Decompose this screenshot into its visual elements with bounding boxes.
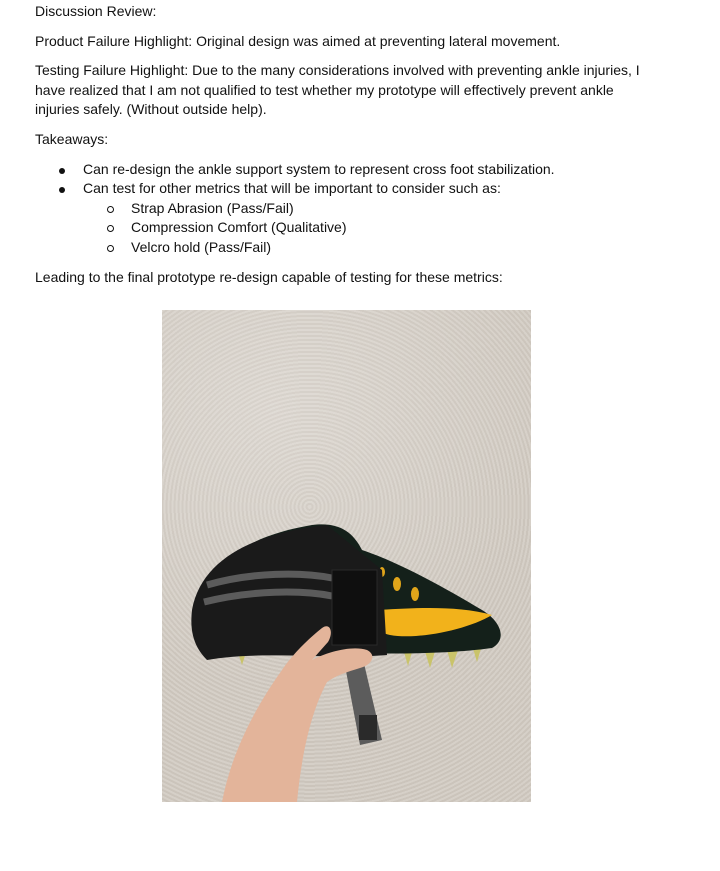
document-body [35,2,655,297]
discussion-heading: Discussion Review: [35,3,157,19]
list-item [83,238,655,258]
cleat-illustration [162,310,531,802]
metric-text: Strap Abrasion (Pass/Fail) [131,199,294,216]
takeaways-list [35,160,655,258]
velcro-patch [332,570,377,645]
testing-failure-paragraph: Testing Failure Highlight: Due to the many considerations involved with preventing ankle injuries, I have realized that I am not qualified to test whether my prototype will effectively prevent ankle injuries safely. (Without outside help). [35,62,640,118]
bullet-icon [59,187,65,193]
hollow-bullet-icon [107,245,114,252]
takeaway-text: Can re-design the ankle support system to represent cross foot stabilization. [83,160,555,177]
metric-text: Compression Comfort (Qualitative) [131,219,347,236]
list-item [35,160,655,180]
list-item [83,218,655,238]
closing-paragraph: Leading to the final prototype re-design capable of testing for these metrics: [35,268,503,285]
metric-text: Velcro hold (Pass/Fail) [131,238,272,255]
prototype-photo [162,310,531,802]
list-item [35,179,655,257]
bullet-icon [59,168,65,174]
hollow-bullet-icon [107,206,114,213]
takeaway-text: Can test for other metrics that will be important to consider such as: [83,180,501,197]
list-item [83,199,655,219]
product-failure-paragraph: Product Failure Highlight: Original design was aimed at preventing lateral movement. [35,32,561,49]
hollow-bullet-icon [107,225,114,232]
metrics-list [83,199,655,258]
strap-tag [359,715,377,740]
takeaways-heading: Takeaways: [35,130,109,147]
